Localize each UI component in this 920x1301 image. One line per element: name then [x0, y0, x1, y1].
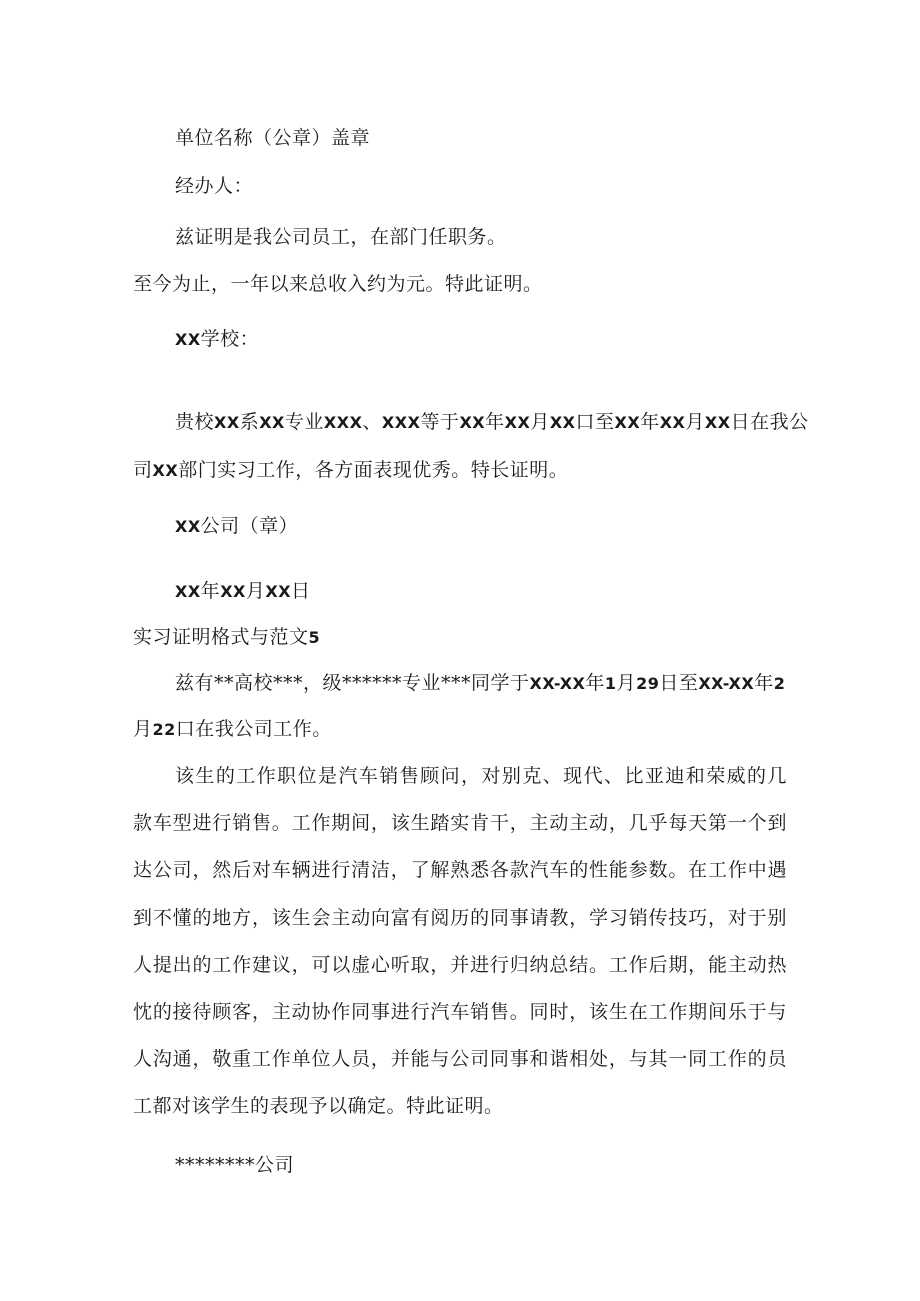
body-paragraph-line-6: 忱的接待顾客，主动协作同事进行汽车销售。同时，该生在工作期间乐于与	[133, 1001, 787, 1023]
body-paragraph-line-5: 人提出的工作建议，可以虚心听取，并进行归纳总结。工作后期，能主动热	[133, 954, 787, 976]
internship-paragraph-line-2: 司XX部门实习工作，各方面表现优秀。特长证明。	[133, 459, 569, 481]
sample-paragraph-line-2: 月22口在我公司工作。	[133, 718, 332, 740]
internship-paragraph-line-1: 贵校XX系XX专业XXX、XXX等于XX年XX月XX口至XX年XX月XX日在我公	[175, 411, 809, 433]
stamp-line: 单位名称（公章）盖章	[175, 127, 371, 149]
school-placeholder: XX	[175, 330, 201, 349]
school-label: 学校：	[200, 328, 260, 350]
body-paragraph-line-8: 工都对该学生的表现予以确定。特此证明。	[133, 1095, 504, 1117]
section-heading: 实习证明格式与范文5	[133, 626, 321, 648]
signature-line: ********公司	[175, 1154, 295, 1176]
handler-line: 经办人：	[175, 175, 254, 197]
body-paragraph-line-3: 达公司，然后对车辆进行清洁，了解熟悉各款汽车的性能参数。在工作中遇	[133, 859, 787, 881]
body-paragraph-line-4: 到不懂的地方，该生会主动向富有阅历的同事请教，学习销传技巧，对于别	[133, 907, 787, 929]
body-paragraph-line-1: 该生的工作职位是汽车销售顾问，对别克、现代、比亚迪和荣威的几	[175, 765, 787, 787]
body-paragraph-line-2: 款车型进行销售。工作期间，该生踏实肯干，主动主动，几乎每天第一个到	[133, 812, 787, 834]
body-paragraph-line-7: 人沟通，敬重工作单位人员，并能与公司同事和谐相处，与其一同工作的员	[133, 1048, 787, 1070]
income-paragraph-line-2: 至今为止，一年以来总收入约为元。特此证明。	[133, 273, 543, 295]
sample-paragraph-line-1: 兹有**高校***，级******专业***同学于XX-XX年1月29日至XX-XX年2	[175, 672, 786, 694]
income-paragraph-line-1: 兹证明是我公司员工，在部门任职务。	[175, 226, 507, 248]
school-salutation	[175, 327, 259, 352]
company-seal-line: XX公司（章）	[175, 515, 299, 537]
date-line: XX年XX月XX日	[175, 580, 311, 602]
